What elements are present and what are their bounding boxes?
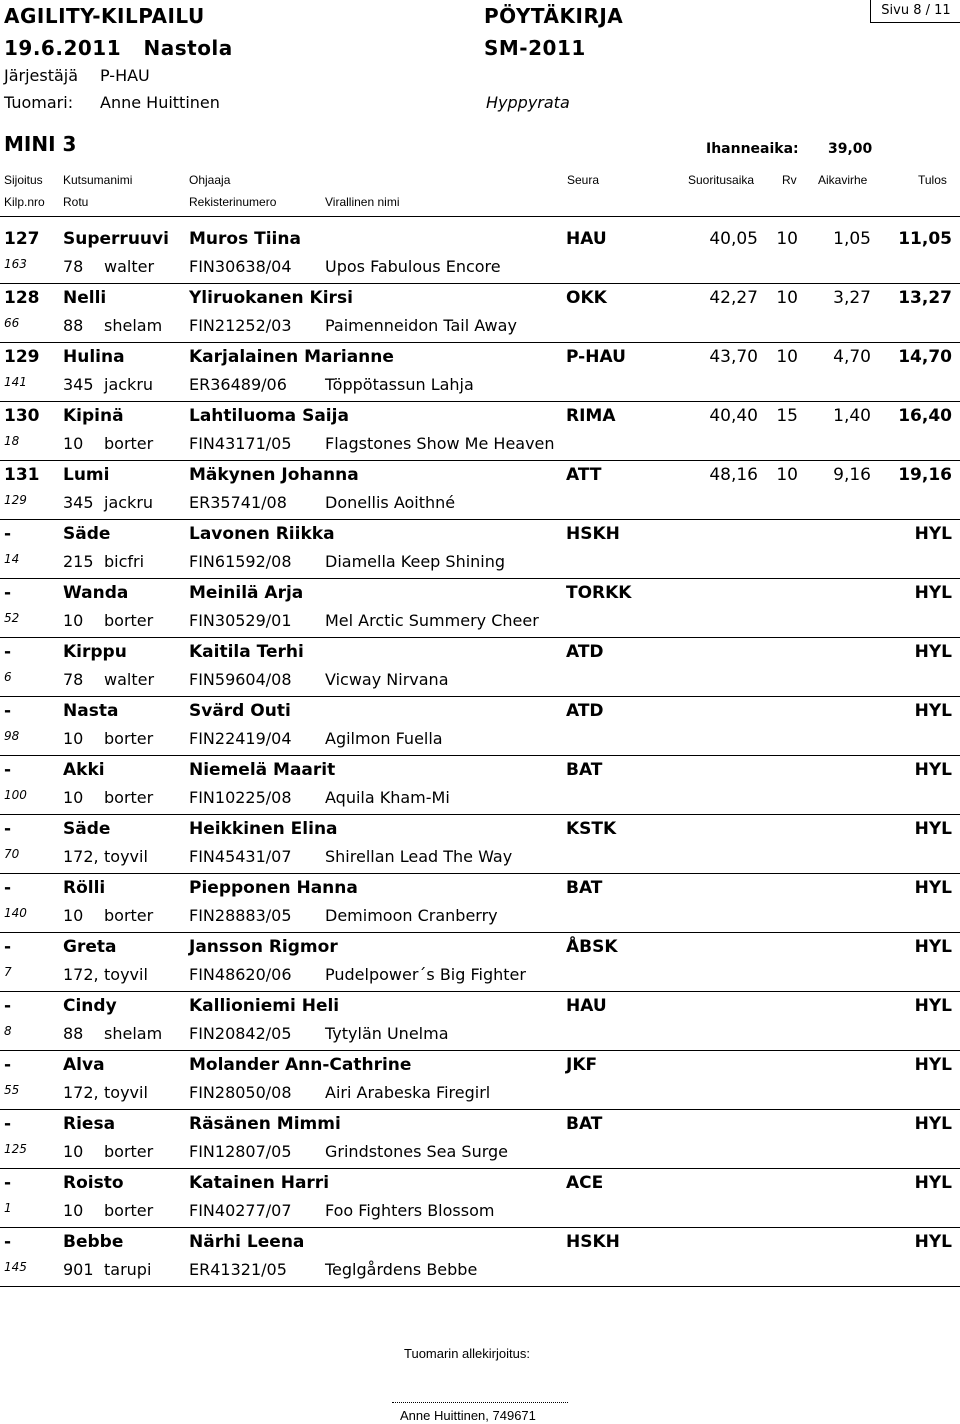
entry-breed-code: 78 [63, 257, 84, 276]
signature-label: Tuomarin allekirjoitus: [404, 1346, 530, 1361]
judge-label: Tuomari: [4, 93, 74, 112]
table-row [0, 992, 960, 1051]
entry-place: - [4, 760, 12, 780]
entry-callname: Wanda [63, 583, 129, 603]
entry-breed-code: 172, [63, 1083, 99, 1102]
entry-club: KSTK [566, 819, 617, 839]
entry-callname: Superruuvi [63, 229, 169, 249]
table-row [0, 1051, 960, 1110]
entry-breed: tarupi [104, 1260, 152, 1279]
entry-breed: borter [104, 1142, 154, 1161]
entry-official-name: Airi Arabeska Firegirl [325, 1083, 491, 1102]
table-row [0, 638, 960, 697]
signature-name: Anne Huittinen, 749671 [400, 1408, 536, 1423]
entry-handler: Katainen Harri [189, 1173, 330, 1193]
table-row [0, 756, 960, 815]
entry-official-name: Flagstones Show Me Heaven [325, 434, 555, 453]
entry-regno: FIN28050/08 [189, 1083, 292, 1102]
entry-breed-code: 10 [63, 434, 84, 453]
entry-number: 163 [4, 257, 27, 271]
entry-regno: FIN20842/05 [189, 1024, 292, 1043]
table-row [0, 933, 960, 992]
page-number: Sivu 8 / 11 [870, 0, 960, 23]
table-row [0, 402, 960, 461]
entry-official-name: Vicway Nirvana [325, 670, 449, 689]
entry-result: 16,40 [898, 406, 952, 426]
entry-breed: toyvil [104, 1083, 148, 1102]
entry-breed-code: 10 [63, 1142, 84, 1161]
entry-result: 11,05 [898, 229, 952, 249]
entry-breed-code: 10 [63, 729, 84, 748]
entry-place: 129 [4, 347, 40, 367]
entry-time [660, 756, 758, 784]
entry-result: 14,70 [898, 347, 952, 367]
col-header-regno: Rekisterinumero [189, 195, 277, 209]
entry-place: - [4, 1114, 12, 1134]
entry-breed-code: 10 [63, 611, 84, 630]
entry-breed: borter [104, 434, 154, 453]
ideal-time-label: Ihanneaika: [706, 141, 799, 157]
document-title: PÖYTÄKIRJA [484, 4, 624, 28]
entry-club: HAU [566, 229, 607, 249]
event-title: AGILITY-KILPAILU [4, 4, 205, 28]
entry-result: HYL [914, 701, 952, 721]
entry-handler: Piepponen Hanna [189, 878, 358, 898]
row-divider [0, 1286, 960, 1287]
entry-breed-code: 88 [63, 1024, 84, 1043]
entry-time: 43,70 [709, 347, 758, 367]
event-type: Hyppyrata [486, 93, 570, 112]
entry-faults: 10 [776, 288, 798, 308]
entry-place: - [4, 878, 12, 898]
entry-breed: walter [104, 670, 155, 689]
entry-official-name: Agilmon Fuella [325, 729, 443, 748]
entry-breed-code: 88 [63, 316, 84, 335]
entry-handler: Lavonen Riikka [189, 524, 335, 544]
table-row [0, 1110, 960, 1169]
entry-regno: FIN48620/06 [189, 965, 292, 984]
signature-line [392, 1402, 568, 1403]
entry-club: JKF [566, 1055, 598, 1075]
entry-number: 70 [4, 847, 20, 861]
entry-time [660, 520, 758, 548]
entry-breed: shelam [104, 1024, 163, 1043]
col-header-rv: Rv [782, 173, 797, 187]
entry-club: ÅBSK [566, 937, 618, 957]
entry-breed: jackru [104, 493, 154, 512]
entry-timefault: 1,40 [833, 406, 871, 426]
header-divider [0, 216, 960, 217]
entry-time [660, 638, 758, 666]
entry-place: - [4, 524, 12, 544]
entry-faults [760, 1228, 798, 1256]
entry-faults [760, 992, 798, 1020]
entry-number: 6 [4, 670, 12, 684]
col-header-official-name: Virallinen nimi [325, 195, 400, 209]
entry-number: 66 [4, 316, 20, 330]
entry-number: 125 [4, 1142, 27, 1156]
entry-timefault: 1,05 [833, 229, 871, 249]
entry-official-name: Töppötassun Lahja [325, 375, 474, 394]
table-row [0, 815, 960, 874]
entry-handler: Heikkinen Elina [189, 819, 338, 839]
entry-time [660, 992, 758, 1020]
entry-callname: Roisto [63, 1173, 124, 1193]
entry-result: HYL [914, 524, 952, 544]
entry-club: ACE [566, 1173, 604, 1193]
entry-number: 7 [4, 965, 12, 979]
entry-regno: FIN61592/08 [189, 552, 292, 571]
entry-time [660, 697, 758, 725]
entry-time [660, 1051, 758, 1079]
entry-club: ATT [566, 465, 602, 485]
entry-faults [760, 1169, 798, 1197]
col-header-time: Suoritusaika [688, 173, 755, 187]
entry-place: - [4, 1173, 12, 1193]
entry-time [660, 579, 758, 607]
table-row [0, 461, 960, 520]
entry-result: 19,16 [898, 465, 952, 485]
entry-official-name: Grindstones Sea Surge [325, 1142, 509, 1161]
organizer: P-HAU [100, 66, 150, 85]
col-header-number: Kilp.nro [4, 195, 45, 209]
entry-faults [760, 520, 798, 548]
entry-handler: Kallioniemi Heli [189, 996, 340, 1016]
entry-club: ATD [566, 642, 604, 662]
entry-handler: Meinilä Arja [189, 583, 304, 603]
entry-place: 131 [4, 465, 40, 485]
entry-regno: FIN12807/05 [189, 1142, 292, 1161]
entry-callname: Kipinä [63, 406, 124, 426]
entry-club: ATD [566, 701, 604, 721]
document-subtitle: SM-2011 [484, 36, 586, 60]
entry-club: HAU [566, 996, 607, 1016]
entry-time: 48,16 [709, 465, 758, 485]
entry-breed-code: 172, [63, 965, 99, 984]
entry-breed-code: 345 [63, 375, 94, 394]
entry-breed-code: 10 [63, 906, 84, 925]
entry-faults [760, 1110, 798, 1138]
entry-result: HYL [914, 1055, 952, 1075]
entry-breed-code: 10 [63, 1201, 84, 1220]
entry-handler: Kaitila Terhi [189, 642, 304, 662]
entry-faults [760, 933, 798, 961]
entry-official-name: Donellis Aoithné [325, 493, 456, 512]
entry-breed: borter [104, 1201, 154, 1220]
entry-callname: Nelli [63, 288, 107, 308]
entry-faults: 10 [776, 465, 798, 485]
entry-club: BAT [566, 760, 603, 780]
entry-place: - [4, 642, 12, 662]
entry-time: 42,27 [709, 288, 758, 308]
entry-handler: Jansson Rigmor [189, 937, 338, 957]
entry-number: 140 [4, 906, 27, 920]
class-name: MINI 3 [4, 132, 77, 156]
entry-official-name: Tytylän Unelma [325, 1024, 449, 1043]
entry-breed: shelam [104, 316, 163, 335]
entry-place: - [4, 819, 12, 839]
entry-faults [760, 815, 798, 843]
table-row [0, 520, 960, 579]
entry-club: HSKH [566, 524, 620, 544]
entry-breed-code: 78 [63, 670, 84, 689]
entry-regno: FIN28883/05 [189, 906, 292, 925]
entry-regno: FIN10225/08 [189, 788, 292, 807]
entry-breed: borter [104, 906, 154, 925]
entry-breed-code: 10 [63, 788, 84, 807]
col-header-result: Tulos [918, 173, 947, 187]
entry-callname: Alva [63, 1055, 105, 1075]
entry-regno: FIN30638/04 [189, 257, 292, 276]
entry-result: 13,27 [898, 288, 952, 308]
entry-number: 8 [4, 1024, 12, 1038]
entry-official-name: Paimenneidon Tail Away [325, 316, 517, 335]
entry-regno: FIN30529/01 [189, 611, 292, 630]
entry-regno: FIN43171/05 [189, 434, 292, 453]
entry-faults [760, 697, 798, 725]
entry-official-name: Aquila Kham-Mi [325, 788, 450, 807]
entry-result: HYL [914, 819, 952, 839]
entry-official-name: Upos Fabulous Encore [325, 257, 501, 276]
entry-regno: ER35741/08 [189, 493, 287, 512]
entry-time [660, 1169, 758, 1197]
entry-callname: Cindy [63, 996, 117, 1016]
entry-result: HYL [914, 996, 952, 1016]
entry-breed-code: 215 [63, 552, 94, 571]
entry-callname: Hulina [63, 347, 125, 367]
entry-timefault: 3,27 [833, 288, 871, 308]
entry-result: HYL [914, 937, 952, 957]
entry-place: - [4, 1055, 12, 1075]
entry-handler: Niemelä Maarit [189, 760, 336, 780]
entry-handler: Yliruokanen Kirsi [189, 288, 353, 308]
entry-handler: Svärd Outi [189, 701, 291, 721]
entry-timefault: 4,70 [833, 347, 871, 367]
entry-breed-code: 901 [63, 1260, 94, 1279]
entry-timefault: 9,16 [833, 465, 871, 485]
judge-name: Anne Huittinen [100, 93, 220, 112]
entry-time [660, 1110, 758, 1138]
entry-number: 14 [4, 552, 20, 566]
entry-club: RIMA [566, 406, 616, 426]
col-header-callname: Kutsumanimi [63, 173, 133, 187]
entry-breed: toyvil [104, 847, 148, 866]
entry-regno: FIN45431/07 [189, 847, 292, 866]
entry-time [660, 874, 758, 902]
entry-faults [760, 1051, 798, 1079]
entry-club: TORKK [566, 583, 632, 603]
entry-regno: FIN22419/04 [189, 729, 292, 748]
entry-place: 128 [4, 288, 40, 308]
entry-handler: Mäkynen Johanna [189, 465, 359, 485]
entry-faults: 10 [776, 347, 798, 367]
entry-handler: Lahtiluoma Saija [189, 406, 349, 426]
entry-time [660, 1228, 758, 1256]
entry-number: 18 [4, 434, 20, 448]
entry-handler: Räsänen Mimmi [189, 1114, 341, 1134]
entry-number: 52 [4, 611, 20, 625]
entry-number: 1 [4, 1201, 12, 1215]
entry-callname: Säde [63, 524, 111, 544]
entry-time [660, 933, 758, 961]
entry-club: OKK [566, 288, 607, 308]
entry-regno: ER41321/05 [189, 1260, 287, 1279]
entry-result: HYL [914, 583, 952, 603]
entry-regno: ER36489/06 [189, 375, 287, 394]
entry-result: HYL [914, 1114, 952, 1134]
entry-club: P-HAU [566, 347, 626, 367]
entry-place: 127 [4, 229, 40, 249]
entry-club: BAT [566, 878, 603, 898]
entry-official-name: Teglgårdens Bebbe [325, 1260, 478, 1279]
entry-callname: Akki [63, 760, 105, 780]
entry-official-name: Demimoon Cranberry [325, 906, 498, 925]
entry-faults: 15 [776, 406, 798, 426]
entry-faults [760, 638, 798, 666]
entry-breed: walter [104, 257, 155, 276]
entry-result: HYL [914, 878, 952, 898]
col-header-handler: Ohjaaja [189, 173, 231, 187]
entry-breed-code: 345 [63, 493, 94, 512]
entry-regno: FIN40277/07 [189, 1201, 292, 1220]
table-row [0, 1228, 960, 1287]
table-row [0, 697, 960, 756]
entry-callname: Bebbe [63, 1232, 124, 1252]
entry-number: 55 [4, 1083, 20, 1097]
entry-regno: FIN21252/03 [189, 316, 292, 335]
entry-number: 145 [4, 1260, 27, 1274]
organizer-label: Järjestäjä [4, 66, 79, 85]
entry-time: 40,40 [709, 406, 758, 426]
entry-club: HSKH [566, 1232, 620, 1252]
entry-official-name: Foo Fighters Blossom [325, 1201, 495, 1220]
entry-official-name: Mel Arctic Summery Cheer [325, 611, 539, 630]
table-row [0, 284, 960, 343]
entry-place: - [4, 996, 12, 1016]
entry-handler: Molander Ann-Cathrine [189, 1055, 412, 1075]
entry-breed: borter [104, 788, 154, 807]
entry-place: - [4, 1232, 12, 1252]
entry-number: 129 [4, 493, 27, 507]
entry-place: - [4, 583, 12, 603]
entry-callname: Säde [63, 819, 111, 839]
entry-faults [760, 756, 798, 784]
entry-number: 100 [4, 788, 27, 802]
entry-official-name: Shirellan Lead The Way [325, 847, 513, 866]
entry-result: HYL [914, 1173, 952, 1193]
entry-handler: Muros Tiina [189, 229, 301, 249]
entry-breed-code: 172, [63, 847, 99, 866]
entry-time: 40,05 [709, 229, 758, 249]
entry-place: - [4, 937, 12, 957]
entry-handler: Karjalainen Marianne [189, 347, 394, 367]
entry-breed: bicfri [104, 552, 145, 571]
entry-callname: Greta [63, 937, 117, 957]
table-row [0, 1169, 960, 1228]
entry-official-name: Pudelpower´s Big Fighter [325, 965, 526, 984]
entry-callname: Kirppu [63, 642, 127, 662]
entry-breed: jackru [104, 375, 154, 394]
entry-breed: borter [104, 611, 154, 630]
table-row [0, 225, 960, 284]
col-header-club: Seura [567, 173, 600, 187]
entry-place: - [4, 701, 12, 721]
entry-callname: Riesa [63, 1114, 116, 1134]
ideal-time-value: 39,00 [828, 141, 873, 157]
entry-regno: FIN59604/08 [189, 670, 292, 689]
entry-faults [760, 579, 798, 607]
col-header-timefault: Aikavirhe [818, 173, 868, 187]
entry-breed: toyvil [104, 965, 148, 984]
entry-number: 98 [4, 729, 20, 743]
event-date-place: 19.6.2011 Nastola [4, 36, 233, 60]
entry-result: HYL [914, 642, 952, 662]
entry-callname: Lumi [63, 465, 110, 485]
entry-faults: 10 [776, 229, 798, 249]
entry-place: 130 [4, 406, 40, 426]
entry-faults [760, 874, 798, 902]
entry-club: BAT [566, 1114, 603, 1134]
table-row [0, 343, 960, 402]
entry-breed: borter [104, 729, 154, 748]
col-header-place: Sijoitus [4, 173, 43, 187]
entry-number: 141 [4, 375, 27, 389]
col-header-breed: Rotu [63, 195, 89, 209]
entry-callname: Nasta [63, 701, 119, 721]
entry-result: HYL [914, 1232, 952, 1252]
entry-result: HYL [914, 760, 952, 780]
table-row [0, 579, 960, 638]
entry-official-name: Diamella Keep Shining [325, 552, 506, 571]
entry-handler: Närhi Leena [189, 1232, 305, 1252]
entry-callname: Rölli [63, 878, 106, 898]
table-row [0, 874, 960, 933]
entry-time [660, 815, 758, 843]
